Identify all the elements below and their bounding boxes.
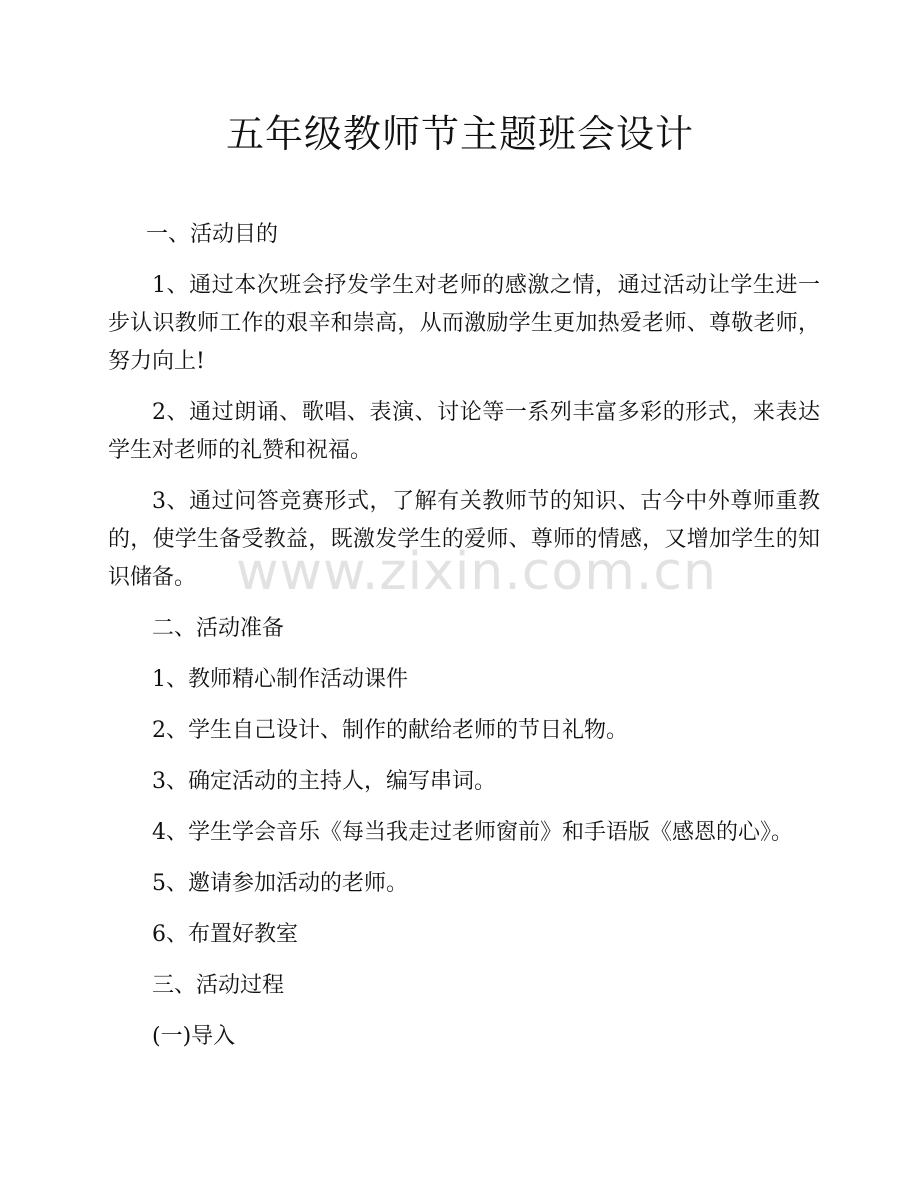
paragraph: 1、通过本次班会抒发学生对老师的感激之情，通过活动让学生进一步认识教师工作的艰辛和崇高，从而激励学生更加热爱老师、尊敬老师，努力向上! (108, 273, 820, 374)
paragraph: 2、通过朗诵、歌唱、表演、讨论等一系列丰富多彩的形式，来表达学生对老师的礼赞和祝福。 (108, 400, 820, 463)
paragraph: 2、学生自己设计、制作的献给老师的节日礼物。 (152, 718, 628, 743)
paragraph: 3、确定活动的主持人，编写串词。 (152, 769, 496, 794)
document-body (108, 216, 820, 1069)
section-heading-process: 三、活动过程 (152, 973, 285, 998)
paragraph: 4、学生学会音乐《每当我走过老师窗前》和手语版《感恩的心》。 (152, 820, 793, 845)
paragraph: 6、布置好教室 (152, 922, 298, 947)
paragraph: 1、教师精心制作活动课件 (152, 667, 408, 692)
paragraph: 3、通过问答竞赛形式，了解有关教师节的知识、古今中外尊师重教的，使学生备受教益，既激发学生的爱师、尊师的情感，又增加学生的知识储备。 (108, 489, 820, 590)
section-heading-preparation: 二、活动准备 (152, 616, 285, 641)
section-heading-purpose: 一、活动目的 (146, 222, 279, 247)
paragraph: 5、邀请参加活动的老师。 (152, 871, 408, 896)
subsection-heading: (一)导入 (152, 1024, 236, 1049)
page-title: 五年级教师节主题班会设计 (225, 112, 694, 156)
watermark: www.zixin.com.cn (236, 542, 717, 602)
